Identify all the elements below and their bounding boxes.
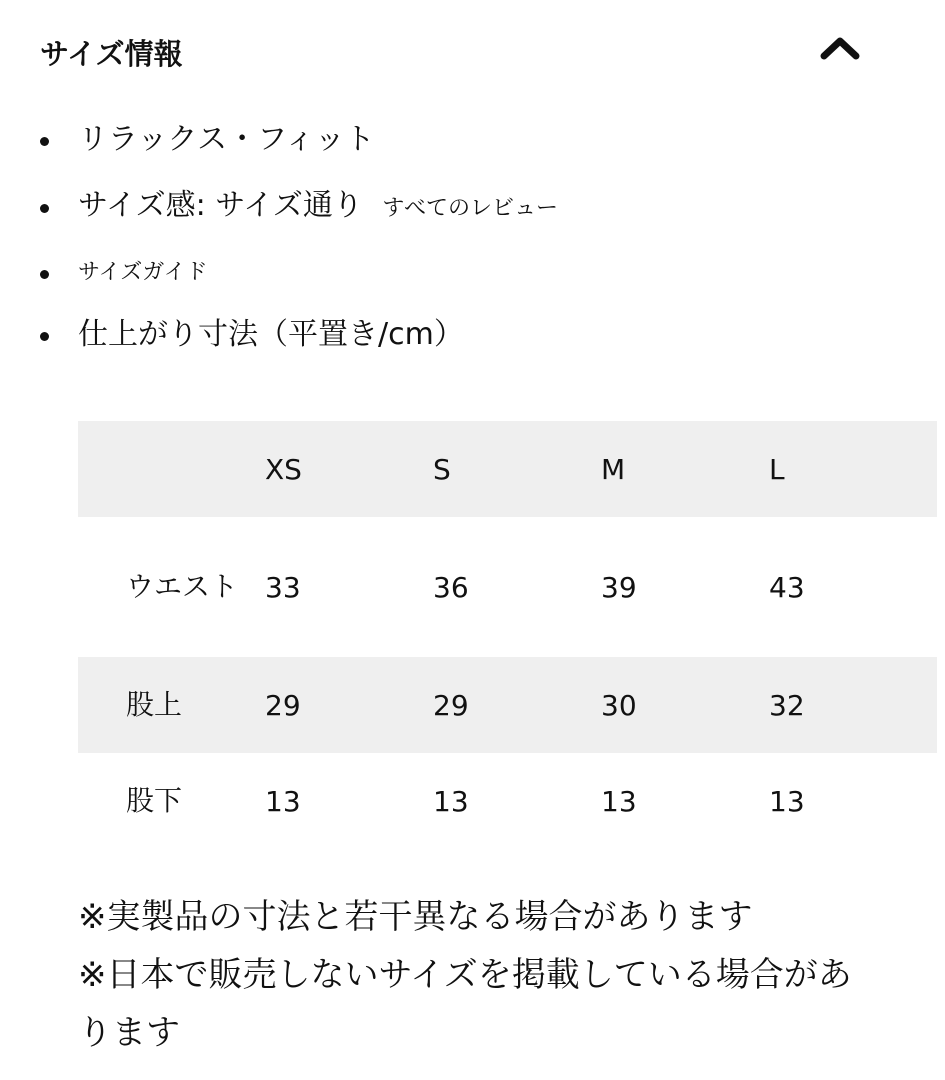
table-cell: 43 [769, 570, 805, 604]
size-feel-text: サイズ感: サイズ通り [78, 188, 363, 223]
table-cell: 13 [769, 784, 805, 818]
row-label: 股上 [126, 688, 183, 721]
header-cell-m: M [601, 452, 626, 486]
table-cell: 39 [601, 570, 637, 604]
note-text: ※実製品の寸法と若干異なる場合があります [78, 897, 753, 937]
header-cell-s: S [433, 452, 451, 486]
section-title: サイズ情報 [40, 37, 183, 71]
table-cell: 32 [769, 688, 805, 722]
table-cell: 29 [433, 688, 469, 722]
bullet-dot [40, 332, 49, 341]
collapse-toggle-button[interactable] [816, 30, 864, 70]
table-cell: 30 [601, 688, 637, 722]
bullet-dot [40, 270, 49, 279]
table-cell: 29 [265, 688, 301, 722]
row-label: 股下 [126, 784, 183, 817]
table-header-row [78, 421, 937, 517]
bullet-dot [40, 137, 49, 146]
header-cell-xs: XS [265, 452, 302, 486]
fit-text: リラックス・フィット [78, 122, 375, 157]
table-cell: 13 [433, 784, 469, 818]
table-cell: 36 [433, 570, 469, 604]
list-item-size-feel [40, 174, 558, 242]
list-item-fit [40, 110, 558, 174]
header-cell-l: L [769, 452, 785, 486]
table-cell: 33 [265, 570, 301, 604]
table-row-rise [78, 657, 937, 753]
size-table [78, 421, 937, 849]
header-cell-empty [78, 421, 265, 517]
size-info-list [40, 110, 558, 372]
dimensions-heading: 仕上がり寸法（平置き/cm） [78, 317, 464, 352]
size-notes [78, 888, 868, 1062]
table-row-waist [78, 517, 937, 657]
size-info-header [40, 30, 880, 78]
size-guide-link[interactable]: サイズガイド [78, 260, 208, 285]
table-cell: 13 [265, 784, 301, 818]
all-reviews-link[interactable]: すべてのレビュー [382, 196, 558, 221]
table-row-inseam [78, 753, 937, 849]
bullet-dot [40, 204, 49, 213]
list-item-size-guide [40, 242, 558, 304]
list-item-dimensions [40, 304, 558, 372]
note-text: ※日本で販売しないサイズを掲載している場合があります [78, 955, 852, 1053]
row-label: ウエスト [126, 570, 239, 603]
table-cell: 13 [601, 784, 637, 818]
chevron-up-icon [816, 30, 864, 70]
